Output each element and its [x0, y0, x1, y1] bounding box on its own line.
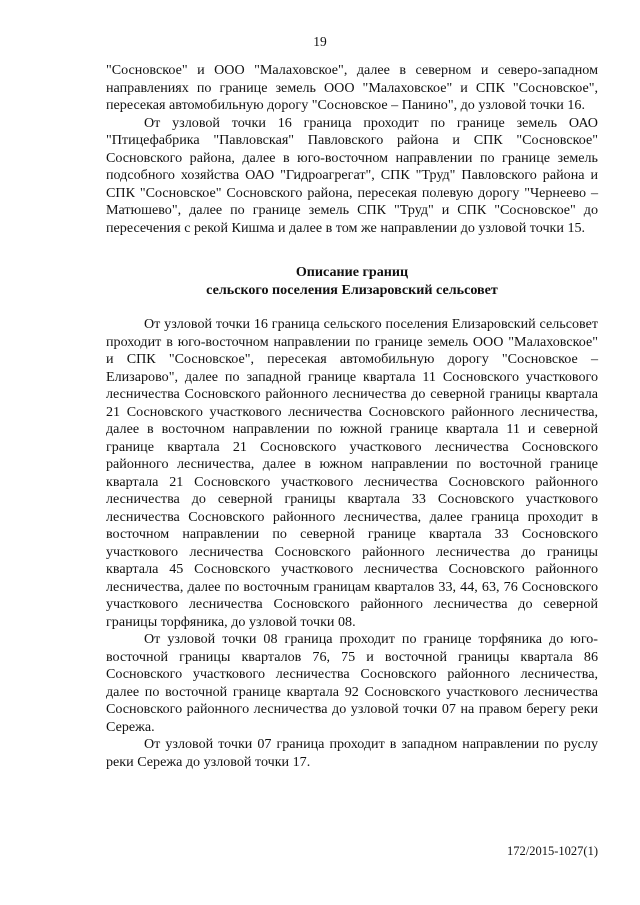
paragraph-continuation: "Сосновское" и ООО "Малаховское", далее в северном и северо-западном направлениях по границе земель ООО "Малаховское" и СПК "Сосновское", пересекая автомобильную дорогу "Сосновское – Панино", до узловой точки 16.	[106, 62, 598, 113]
document-code: 172/2015-1027(1)	[507, 844, 598, 858]
paragraph: От узловой точки 07 граница проходит в западном направлении по руслу реки Сережа до узловой точки 17.	[106, 736, 598, 770]
paragraph: От узловой точки 16 граница сельского поселения Елизаровский сельсовет проходит в юго-восточном направлении по границе земель ООО "Малаховское" и СПК "Сосновское", пересекая автомобильную дорогу "Сосновское – Елизарово", далее по западной границе квартала 11 Сосновского участкового лесничества Сосновского районного лесничества до северной границы квартала 21 Сосновского участкового лесничества Сосновского районного лесничества, далее в восточном направлении по южной границе квартала 11 и северной границе квартала 21 Сосновского участкового лесничества Сосновского районного лесничества, далее в южном направлении по восточной границе квартала 21 Сосновского участкового лесничества Сосновского районного лесничества до северной границы квартала 33 Сосновского участкового лесничества Сосновского районного лесничества, далее граница проходит в восточном направлении по северной границе квартала 33 Сосновского участкового лесничества Сосновского районного лесничества до границы квартала 45 Сосновского участкового лесничества Сосновского районного лесничества, далее по восточным границам кварталов 33, 44, 63, 76 Сосновского участкового лесничества Сосновского районного лесничества до северной границы торфяника, до узловой точки 08.	[106, 316, 598, 630]
section-heading-line-1: Описание границ	[295, 264, 409, 280]
section-heading	[106, 264, 598, 299]
paragraph: От узловой точки 08 граница проходит по границе торфяника до юго-восточной границы кварталов 76, 75 и восточной границы квартала 86 Сосновского участкового лесничества Сосновского районного лесничества, далее по восточной границе квартала 92 Сосновского участкового лесничества Сосновского районного лесничества до узловой точки 07 на правом берегу реки Сережа.	[106, 631, 598, 735]
paragraph: От узловой точки 16 граница проходит по границе земель ОАО "Птицефабрика "Павловская" Павловского района и СПК "Сосновское" Сосновского района, далее в юго-восточном направлении по границе земель подсобного хозяйства ОАО "Гидроагрегат", СПК "Труд" Павловского района и СПК "Сосновское" Сосновского района, пересекая полевую дорогу "Чернеево – Матюшево", далее по границе земель СПК "Труд" и СПК "Сосновское" до пересечения с рекой Кишма и далее в том же направлении до узловой точки 15.	[106, 114, 598, 236]
page-number: 19	[313, 34, 327, 49]
document-body	[106, 62, 598, 771]
section-heading-line-2: сельского поселения Елизаровский сельсовет	[206, 281, 498, 298]
